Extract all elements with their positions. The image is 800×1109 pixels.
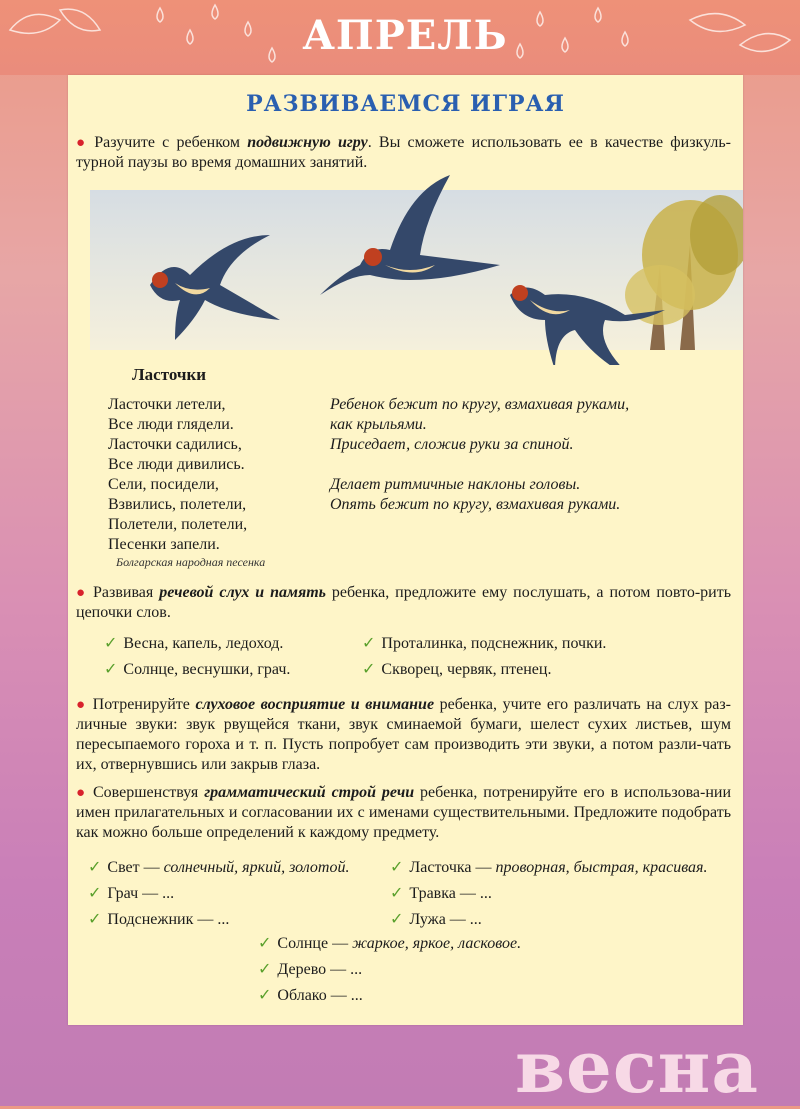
bullet-icon: ● — [76, 135, 89, 151]
list-item: ✓ Солнце — жаркое, яркое, ласковое. — [258, 935, 522, 952]
header-band — [0, 0, 800, 75]
list-item: ✓ Проталинка, подснежник, почки. — [362, 635, 607, 652]
perception-paragraph: ● Потренируйте слуховое восприятие и внимание ребенка, учите его различать на слух раз-личные звуки: звук рвущейся ткани, звук сминаемой бумаги, шелест сухих листьев, шум пересыпаемого гороха и т. п. Пусть попробует сам производить эти звуки, а потом разли-чать их, отвернувшись или закрыв глаза. — [76, 696, 731, 773]
poem-line: Полетели, полетели, — [108, 516, 248, 533]
poem-line: Все люди глядели. — [108, 416, 234, 433]
list-item: ✓ Ласточка — проворная, быстрая, красивая. — [390, 859, 708, 876]
section-title: РАЗВИВАЕМСЯ ИГРАЯ — [246, 91, 565, 117]
poem-source: Болгарская народная песенка — [116, 555, 266, 569]
grammar-paragraph: ● Совершенствуя грамматический строй речи ребенка, потренируйте его в использова-нии имен прилагательных и согласовании их с именами существительными. Предложите подобрать как можно больше определений к каждому предмету. — [76, 784, 732, 841]
check-icon: ✓ — [258, 935, 272, 952]
check-icon: ✓ — [258, 961, 272, 978]
check-icon: ✓ — [104, 635, 118, 652]
list-item: ✓ Подснежник — ... — [88, 911, 230, 928]
poem-actions — [330, 395, 629, 515]
hearing-intro: ● Развивая речевой слух и память ребенка, предложите ему послушать, а потом повто-рить цепочки слов. — [76, 584, 732, 621]
poem-lines — [108, 395, 247, 555]
season-word: весна — [515, 1024, 760, 1109]
poem-line: Ласточки садились, — [108, 436, 242, 453]
action-line: как крыльями. — [330, 416, 427, 433]
list-item: ✓ Солнце, веснушки, грач. — [104, 661, 291, 678]
hearing-list-left — [104, 631, 290, 683]
check-icon: ✓ — [88, 911, 102, 928]
check-icon: ✓ — [88, 885, 102, 902]
check-icon: ✓ — [88, 859, 102, 876]
poem-line: Ласточки летели, — [108, 396, 226, 413]
poem-line: Взвились, полетели, — [108, 496, 247, 513]
poem-line: Все люди дивились. — [108, 456, 245, 473]
poem-line: Сели, посидели, — [108, 476, 219, 493]
poem-line: Песенки запели. — [108, 536, 220, 553]
grammar-list-left — [88, 855, 349, 933]
content-panel — [68, 75, 743, 1025]
list-item: ✓ Весна, капель, ледоход. — [104, 635, 284, 652]
action-line: Приседает, сложив руки за спиной. — [330, 436, 574, 453]
action-line: Опять бежит по кругу, взмахивая руками. — [330, 496, 621, 513]
grammar-list-center — [258, 931, 521, 1009]
list-item: ✓ Травка — ... — [390, 885, 492, 902]
check-icon: ✓ — [104, 661, 118, 678]
bullet-icon: ● — [76, 785, 87, 801]
check-icon: ✓ — [390, 859, 404, 876]
list-item: ✓ Скворец, червяк, птенец. — [362, 661, 552, 678]
list-item: ✓ Грач — ... — [88, 885, 175, 902]
poem-title: Ласточки — [132, 365, 207, 384]
check-icon: ✓ — [362, 635, 376, 652]
list-item: ✓ Лужа — ... — [390, 911, 482, 928]
check-icon: ✓ — [390, 885, 404, 902]
check-icon: ✓ — [258, 987, 272, 1004]
hearing-list-right — [362, 631, 606, 683]
list-item: ✓ Дерево — ... — [258, 961, 363, 978]
swallows-illustration — [90, 175, 743, 365]
action-line — [330, 455, 629, 475]
action-line: Ребенок бежит по кругу, взмахивая руками, — [330, 396, 630, 413]
month-title: АПРЕЛЬ — [302, 12, 508, 59]
game-intro: ● Разучите с ребенком подвижную игру. Вы сможете использовать ее в качестве физкуль-турной паузы во время домашних занятий. — [76, 134, 731, 171]
list-item: ✓ Свет — солнечный, яркий, золотой. — [88, 859, 350, 876]
bullet-icon: ● — [76, 697, 87, 713]
check-icon: ✓ — [390, 911, 404, 928]
grammar-list-right — [390, 855, 707, 933]
bullet-icon: ● — [76, 585, 87, 601]
action-line: Делает ритмичные наклоны головы. — [330, 476, 581, 493]
check-icon: ✓ — [362, 661, 376, 678]
list-item: ✓ Облако — ... — [258, 987, 363, 1004]
